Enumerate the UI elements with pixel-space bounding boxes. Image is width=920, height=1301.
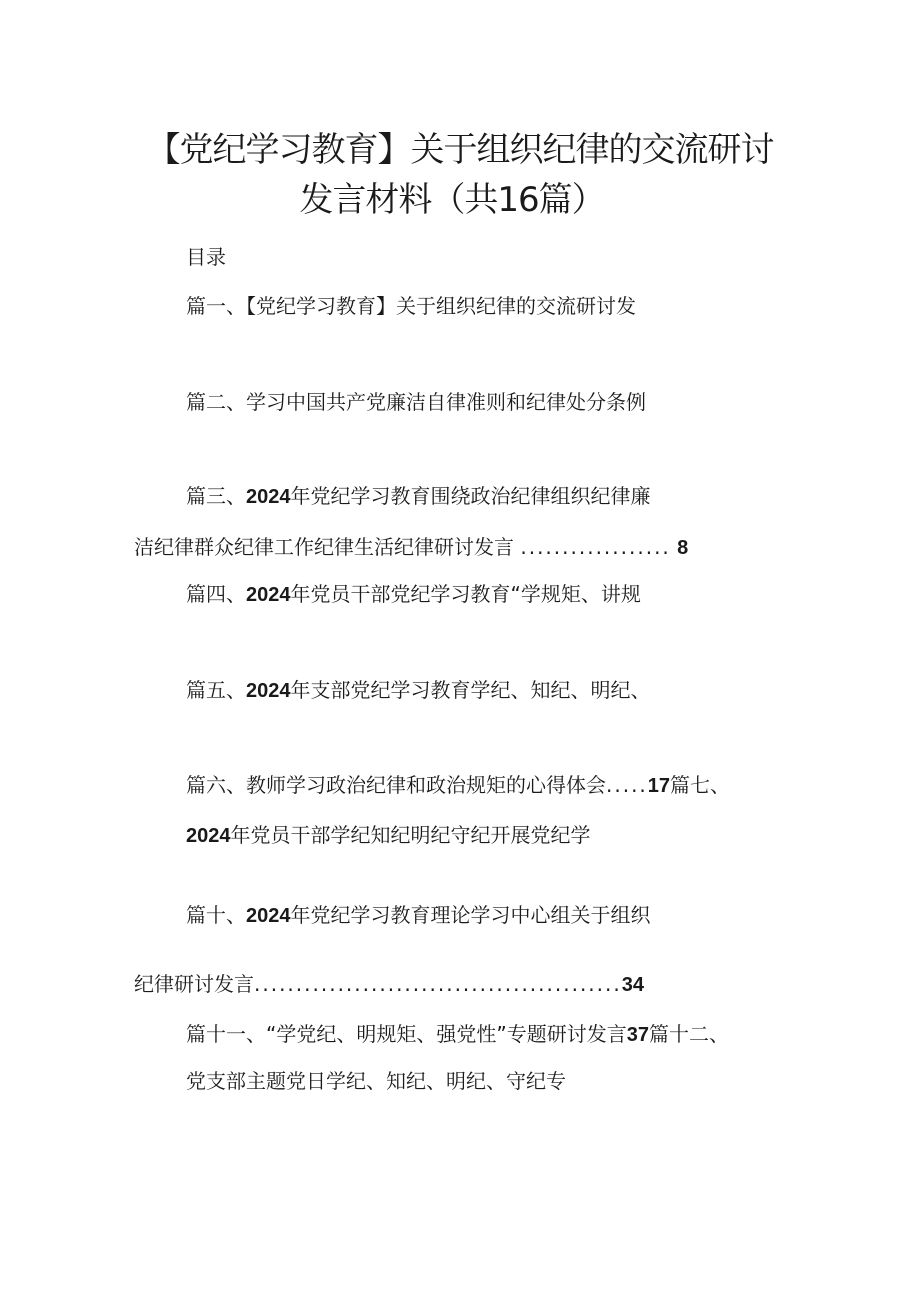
toc-entry-text: 篇十、 [186,903,246,927]
toc-leader-dots: ..... [606,773,648,797]
toc-page-number: 8 [677,537,689,559]
toc-entry-3 [186,484,651,509]
toc-entry-text: 年党员干部党纪学习教育“学规矩、讲规 [290,582,641,606]
toc-entry-text: 篇六、教师学习政治纪律和政治规矩的心得体会 [186,773,606,797]
toc-entry-11 [186,1022,729,1047]
toc-entry-4 [186,582,641,607]
toc-entry-text: 纪律研讨发言 [134,972,254,996]
toc-entry-10-cont [134,972,644,997]
toc-page-number: 17 [647,775,671,797]
toc-entry-text: 篇二、学习中国共产党廉洁自律准则和纪律处分条例 [186,390,646,414]
toc-entry-6 [186,773,730,798]
toc-page-number: 37 [626,1024,649,1046]
document-title-line2: 发言材料（共16篇） [299,180,605,220]
toc-entry-text: 篇四、 [186,582,246,606]
toc-entry-2 [186,390,646,414]
toc-entry-5 [186,678,651,703]
document-title-line1: 【党纪学习教育】关于组织纪律的交流研讨 [146,130,774,170]
toc-entry-year: 2024 [246,486,291,508]
toc-entry-1 [186,294,636,318]
toc-entry-text: 年党员干部学纪知纪明纪守纪开展党纪学 [230,823,591,847]
toc-entry-text: 年支部党纪学习教育学纪、知纪、明纪、 [290,678,651,702]
toc-entry-text: 年党纪学习教育理论学习中心组关于组织 [290,903,651,927]
toc-entry-3-cont [134,535,688,560]
toc-entry-year: 2024 [186,825,231,847]
toc-entry-text: 篇七、 [670,773,731,797]
toc-entry-text: 篇一、【党纪学习教育】关于组织纪律的交流研讨发 [186,294,636,318]
toc-entry-10 [186,903,651,928]
toc-entry-text: 洁纪律群众纪律工作纪律生活纪律研讨发言 [134,535,514,559]
toc-leader-dots: ............................................ [254,972,622,996]
toc-entry-year: 2024 [246,905,291,927]
toc-label: 目录 [186,245,226,269]
toc-entry-7 [186,823,591,848]
toc-entry-year: 2024 [246,680,291,702]
toc-entry-text: 年党纪学习教育围绕政治纪律组织纪律廉 [290,484,651,508]
toc-entry-text: 篇十二、 [648,1022,729,1046]
toc-entry-text: 篇五、 [186,678,246,702]
toc-entry-12 [186,1069,566,1093]
toc-entry-text: 党支部主题党日学纪、知纪、明纪、守纪专 [186,1069,566,1093]
toc-entry-text: 篇三、 [186,484,246,508]
toc-leader-dots: .................. [520,535,671,559]
toc-entry-text: 篇十一、“学党纪、明规矩、强党性”专题研讨发言 [186,1022,627,1046]
toc-page-number: 34 [621,974,644,996]
toc-entry-year: 2024 [246,584,291,606]
